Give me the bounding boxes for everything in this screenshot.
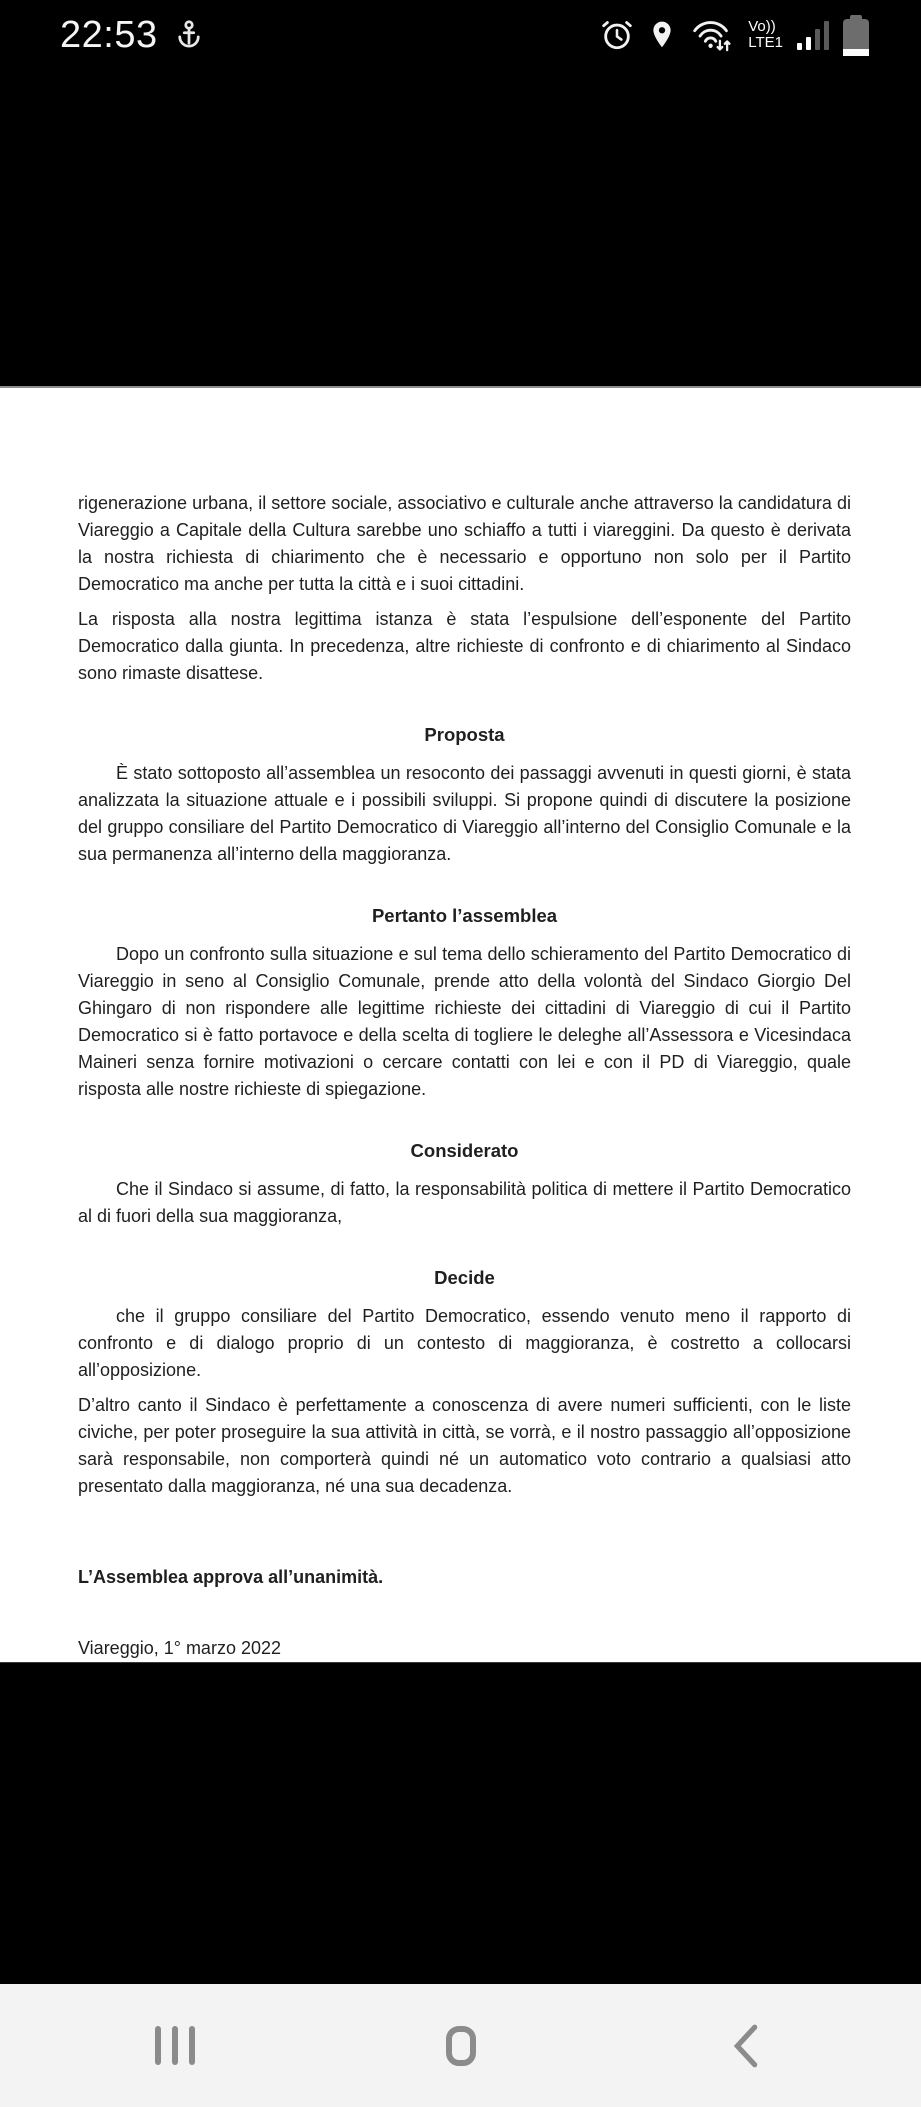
status-time: 22:53 (60, 13, 158, 56)
signal-strength-icon (797, 20, 829, 50)
home-button[interactable] (421, 2006, 501, 2086)
section-heading-considerato: Considerato (410, 1140, 519, 1161)
date-line: Viareggio, 1° marzo 2022 (78, 1638, 281, 1658)
location-icon (648, 19, 676, 51)
paragraph: Che il Sindaco si assume, di fatto, la responsabilità politica di mettere il Partito Democratico al di fuori della sua maggioranza, (78, 1179, 851, 1226)
document-page[interactable] (0, 386, 921, 1663)
paragraph: La risposta alla nostra legittima istanza è stata l’espulsione dell’esponente del Partito Democratico dalla giunta. In precedenza, altre richieste di confronto e di chiarimento al Sindaco sono rimaste disattese. (78, 609, 851, 683)
alarm-clock-icon (600, 18, 634, 52)
anchor-notification-icon (174, 18, 204, 52)
approval-line: L’Assemblea approva all’unanimità. (78, 1567, 384, 1587)
paragraph: Dopo un confronto sulla situazione e sul tema dello schieramento del Partito Democratico di Viareggio in seno al Consiglio Comunale, prende atto della volontà del Sindaco Giorgio Del Ghingaro di non rispondere alle legittime richieste dei cittadini di Viareggio di cui il Partito Democratico si è fatto portavoce e della scelta di togliere le deleghe all’Assessora e Vicesindaca Maineri senza fornire motivazioni o cercare contatti con lei e con il PD di Viareggio, quale risposta alle nostre richieste di spiegazione. (78, 944, 851, 1099)
back-button[interactable] (706, 2006, 786, 2086)
letterbox-top (0, 70, 921, 386)
volte-line1: Vo)) (748, 18, 776, 35)
paragraph: È stato sottoposto all’assemblea un resoconto dei passaggi avvenuti in questi giorni, è stata analizzata la situazione attuale e i possibili sviluppi. Si propone quindi di discutere la posizione del gruppo consiliare del Partito Democratico di Viareggio all’interno del Consiglio Comunale e la sua permanenza all’interno della maggioranza. (78, 763, 851, 864)
paragraph: che il gruppo consiliare del Partito Democratico, essendo venuto meno il rapporto di confronto e di dialogo proprio di un contesto di maggioranza, è costretto a collocarsi all’opposizione. (78, 1306, 851, 1380)
battery-icon (843, 15, 869, 56)
letterbox-bottom (0, 1663, 921, 1984)
back-icon (733, 2024, 759, 2068)
volte-line2: LTE1 (748, 34, 783, 51)
recents-icon (155, 2026, 195, 2065)
section-heading-pertanto: Pertanto l’assemblea (371, 905, 558, 926)
paragraph: D’altro canto il Sindaco è perfettamente a conoscenza di avere numeri sufficienti, con le liste civiche, per poter proseguire la sua attività in città, se vorrà, e il nostro passaggio all’opposizione sarà responsabile, non comporterà quindi né un automatico voto contrario a qualsiasi atto presentato dalla maggioranza, né una sua decadenza. (78, 1395, 851, 1496)
paragraph: rigenerazione urbana, il settore sociale, associativo e culturale anche attraverso la candidatura di Viareggio a Capitale della Cultura sarebbe uno schiaffo a tutti i viareggini. Da questo è derivata la nostra richiesta di chiarimento che è necessario e opportuno non solo per il Partito Democratico ma anche per tutta la città e i suoi cittadini. (78, 493, 851, 594)
navigation-bar (0, 1984, 921, 2107)
volte-indicator (748, 19, 783, 51)
recents-button[interactable] (135, 2006, 215, 2086)
section-heading-proposta: Proposta (424, 724, 505, 745)
wifi-arrows-icon (690, 17, 734, 53)
status-bar (0, 0, 921, 70)
section-heading-decide: Decide (434, 1267, 495, 1288)
home-icon (446, 2026, 476, 2066)
